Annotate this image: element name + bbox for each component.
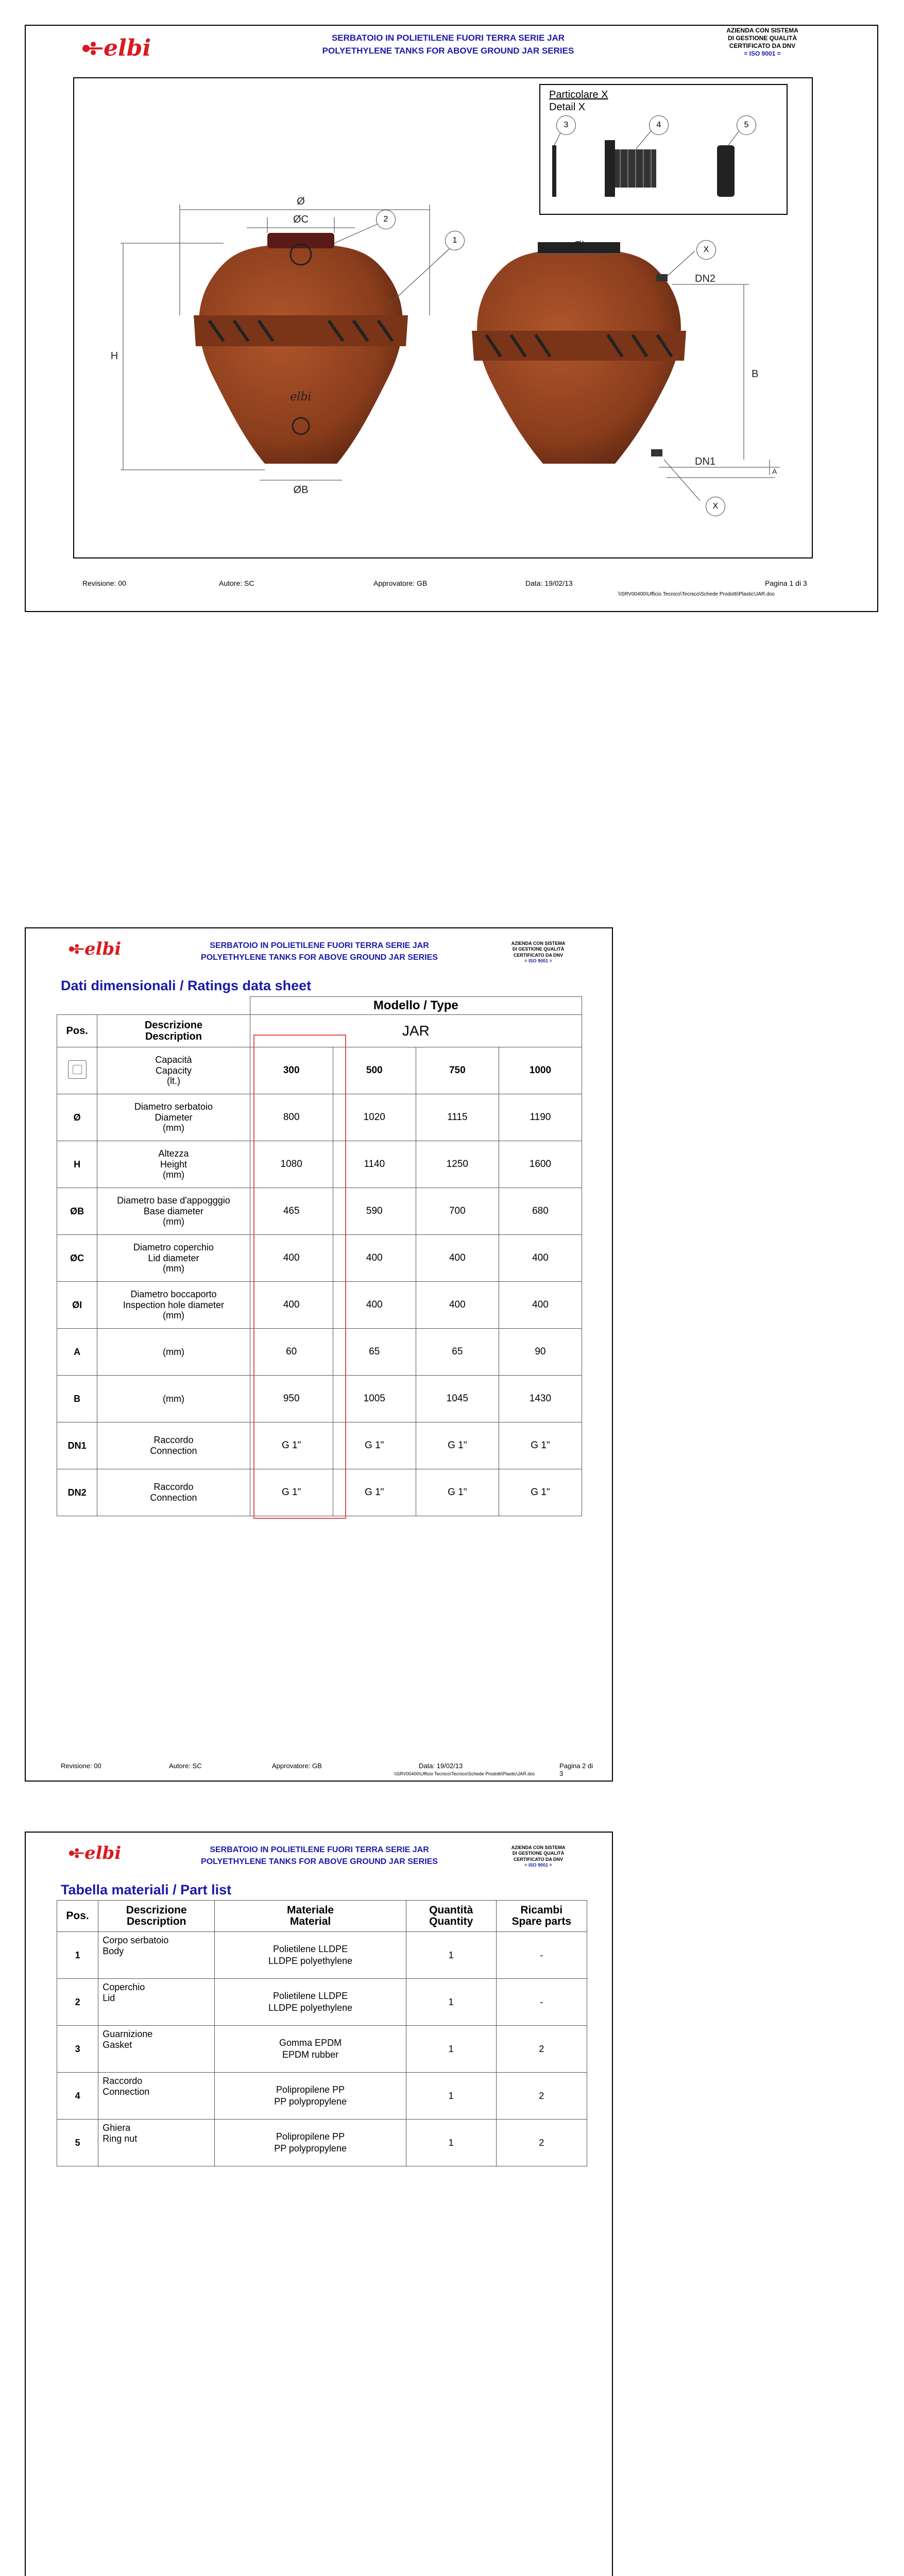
description-line: Guarnizione: [103, 2029, 153, 2039]
description-header-it: Descrizione: [144, 1020, 203, 1031]
value-cell: G 1": [499, 1422, 582, 1469]
header-title-it: SERBATOIO IN POLIETILENE FUORI TERRA SERIE JAR: [210, 941, 429, 950]
description-line: (mm): [162, 1216, 184, 1227]
material-line: LLDPE polyethylene: [268, 1956, 353, 1966]
highlight-column-300: [253, 1035, 346, 1519]
cert-line: CERTIFICATO DA DNV: [513, 952, 564, 958]
spare-parts-cell: 2: [496, 2120, 587, 2166]
cert-line: AZIENDA CON SISTEMA: [511, 941, 566, 946]
material-line: PP polypropylene: [274, 2096, 347, 2107]
dim-b-label: ØB: [293, 484, 309, 496]
value-cell: 750: [416, 1047, 499, 1094]
header-title-en: POLYETHYLENE TANKS FOR ABOVE GROUND JAR SERIES: [201, 953, 438, 962]
desc-header: [98, 1901, 215, 1932]
table-row: [57, 2026, 587, 2073]
footer-path: \\SRV00400\Ufficio Tecnico\Tecnico\Schede Prodotti\Plastic\JAR.doc: [618, 591, 775, 597]
description-line: Base diameter: [143, 1206, 203, 1216]
pos-cell: 3: [57, 2026, 98, 2073]
quantity-cell: 1: [406, 2026, 496, 2073]
header-title: [180, 940, 458, 963]
description-cell: [97, 1329, 250, 1376]
callout-1: 1: [445, 231, 465, 250]
pos-cell: DN2: [57, 1469, 97, 1516]
value-cell: 400: [333, 1282, 416, 1329]
table-header-row: [57, 1901, 587, 1932]
description-line: Ghiera: [103, 2123, 131, 2133]
material-header-line: Material: [289, 1916, 331, 1927]
pos-cell: A: [57, 1329, 97, 1376]
value-cell: 400: [416, 1235, 499, 1282]
value-cell: G 1": [416, 1469, 499, 1516]
spare-header-line: Spare parts: [511, 1916, 572, 1927]
description-line: Connection: [150, 1493, 197, 1503]
description-line: Raccordo: [153, 1435, 194, 1446]
description-cell: [98, 2026, 215, 2073]
value-cell: 1190: [499, 1094, 582, 1141]
pos-cell: Ø: [57, 1094, 97, 1141]
capacity-icon: [68, 1060, 87, 1079]
description-line: Inspection hole diameter: [123, 1299, 225, 1310]
description-line: (mm): [162, 1170, 184, 1180]
material-header-line: Materiale: [287, 1904, 334, 1916]
description-line: (mm): [162, 1346, 184, 1357]
dim-a-label: A: [772, 467, 777, 476]
detail-x-title: [549, 89, 608, 113]
material-line: Gomma EPDM: [279, 2037, 342, 2048]
logo-text: elbi: [84, 1843, 122, 1863]
cert-line: DI GESTIONE QUALITÀ: [727, 35, 797, 42]
footer-revision: Revisione: 00: [82, 579, 126, 587]
cert-line: CERTIFICATO DA DNV: [729, 42, 796, 49]
pos-cell: H: [57, 1141, 97, 1188]
footer-date: Data: 19/02/13: [419, 1762, 463, 1770]
logo-icon: [67, 942, 84, 956]
value-cell: 400: [499, 1235, 582, 1282]
description-line: Corpo serbatoio: [103, 1935, 169, 1945]
material-line: Polietilene LLDPE: [273, 1990, 348, 2001]
quantity-cell: 1: [406, 1979, 496, 2026]
value-cell: 400: [250, 1282, 333, 1329]
description-line: Raccordo: [153, 1482, 194, 1493]
description-line: Diametro coperchio: [133, 1242, 214, 1252]
description-line: (lt.): [166, 1076, 180, 1087]
description-line: Connection: [150, 1446, 197, 1456]
description-cell: [97, 1141, 250, 1188]
material-cell: [215, 2120, 406, 2166]
jar-side-view: [472, 242, 686, 464]
table-header-row: [57, 997, 582, 1015]
header-title-it: SERBATOIO IN POLIETILENE FUORI TERRA SERIE JAR: [331, 33, 565, 43]
value-cell: 1020: [333, 1094, 416, 1141]
detail-label-en: Detail X: [549, 101, 586, 113]
value-cell: G 1": [250, 1469, 333, 1516]
footer-author: Autore: SC: [219, 579, 254, 587]
pos-cell: [57, 1047, 97, 1094]
description-line: Height: [160, 1159, 187, 1170]
description-cell: [97, 1094, 250, 1141]
spare-header-line: Ricambi: [520, 1904, 563, 1916]
value-cell: 1045: [416, 1376, 499, 1422]
material-cell: [215, 1932, 406, 1979]
description-line: Diametro boccaporto: [130, 1289, 217, 1299]
spare-parts-cell: 2: [496, 2026, 587, 2073]
cert-iso: = ISO 9001 =: [744, 50, 781, 57]
page-1: [25, 25, 878, 612]
value-cell: 400: [416, 1282, 499, 1329]
description-line: (mm): [162, 1123, 184, 1133]
description-line: Gasket: [103, 2039, 132, 2050]
brand-logo: [67, 939, 121, 959]
logo-text: elbi: [84, 939, 122, 959]
description-line: Diameter: [155, 1112, 193, 1123]
svg-text:elbi: elbi: [290, 391, 312, 403]
callout-x-bottom: X: [706, 497, 725, 516]
description-line: Coperchio: [103, 1982, 145, 1992]
footer-page: Pagina 2 di 3: [559, 1762, 593, 1777]
value-cell: 590: [333, 1188, 416, 1235]
description-line: Altezza: [158, 1148, 189, 1159]
cert-line: DI GESTIONE QUALITÀ: [512, 1851, 565, 1856]
description-line: Diametro base d'appogggio: [117, 1195, 230, 1206]
value-cell: 1250: [416, 1141, 499, 1188]
pos-cell: ØI: [57, 1282, 97, 1329]
description-cell: [97, 1282, 250, 1329]
description-line: Lid: [103, 1992, 115, 2003]
page-3: [25, 1832, 613, 2576]
value-cell: G 1": [416, 1422, 499, 1469]
description-line: (mm): [162, 1310, 184, 1321]
parts-table: [57, 1900, 587, 2166]
empty-cell: [57, 997, 97, 1015]
material-header: [215, 1901, 406, 1932]
table-row: [57, 2120, 587, 2166]
pos-cell: DN1: [57, 1422, 97, 1469]
spare-parts-cell: 2: [496, 2073, 587, 2120]
header-title-en: POLYETHYLENE TANKS FOR ABOVE GROUND JAR SERIES: [322, 45, 574, 56]
quantity-cell: 1: [406, 2120, 496, 2166]
pos-cell: B: [57, 1376, 97, 1422]
value-cell: 1115: [416, 1094, 499, 1141]
callout-4: 4: [649, 115, 669, 135]
material-line: PP polypropylene: [274, 2143, 347, 2154]
value-cell: 1140: [333, 1141, 416, 1188]
empty-cell: [97, 997, 250, 1015]
pos-cell: 5: [57, 2120, 98, 2166]
description-line: Raccordo: [103, 2076, 143, 2086]
dim-diameter-label: Ø: [297, 196, 305, 207]
material-line: Polipropilene PP: [276, 2084, 345, 2095]
description-cell: [98, 1932, 215, 1979]
dim-b-height-label: B: [752, 368, 759, 380]
dim-i-label: ØI: [573, 240, 585, 251]
footer-revision: Revisione: 00: [61, 1762, 101, 1770]
description-line: Capacity: [155, 1065, 192, 1076]
pos-cell: ØB: [57, 1188, 97, 1235]
description-cell: [97, 1469, 250, 1516]
value-cell: 1430: [499, 1376, 582, 1422]
cert-line: CERTIFICATO DA DNV: [513, 1856, 564, 1862]
description-line: (mm): [162, 1393, 184, 1404]
value-cell: 1005: [333, 1376, 416, 1422]
footer-author: Autore: SC: [169, 1762, 202, 1770]
callout-3: 3: [556, 115, 576, 135]
value-cell: 800: [250, 1094, 333, 1141]
brand-logo: [80, 35, 151, 61]
certification-block: [711, 27, 814, 58]
pos-header: Pos.: [57, 1015, 97, 1047]
table-row: [57, 1979, 587, 2026]
description-cell: [97, 1422, 250, 1469]
dn2-label: DN2: [695, 273, 716, 284]
drawing-frame: [73, 77, 813, 558]
certification-block: [500, 1845, 577, 1868]
description-line: Connection: [103, 2086, 150, 2097]
description-line: Ring nut: [103, 2133, 138, 2144]
description-line: Capacità: [155, 1054, 192, 1065]
qty-header: [406, 1901, 496, 1932]
footer-page: Pagina 1 di 3: [765, 579, 807, 587]
description-line: Diametro serbatoio: [134, 1101, 213, 1112]
value-cell: 1080: [250, 1141, 333, 1188]
cert-line: DI GESTIONE QUALITÀ: [512, 946, 565, 952]
value-cell: 60: [250, 1329, 333, 1376]
jar-front-view: [194, 233, 408, 464]
series-header: JAR: [250, 1015, 582, 1047]
description-cell: [97, 1188, 250, 1235]
quantity-cell: 1: [406, 2073, 496, 2120]
value-cell: 465: [250, 1188, 333, 1235]
table-row: [57, 2073, 587, 2120]
pos-header: Pos.: [57, 1901, 98, 1932]
material-line: Polietilene LLDPE: [273, 1943, 348, 1954]
description-cell: [98, 2120, 215, 2166]
technical-drawing: [74, 78, 812, 557]
value-cell: 1000: [499, 1047, 582, 1094]
value-cell: G 1": [333, 1469, 416, 1516]
material-cell: [215, 2073, 406, 2120]
header-title: [180, 1844, 458, 1868]
parts-section-title: Tabella materiali / Part list: [61, 1882, 232, 1897]
cert-line: AZIENDA CON SISTEMA: [726, 27, 798, 34]
spare-parts-cell: -: [496, 1932, 587, 1979]
value-cell: 1600: [499, 1141, 582, 1188]
description-header-en: Description: [145, 1031, 202, 1042]
description-cell: [98, 1979, 215, 2026]
certification-block: [500, 941, 577, 964]
qty-header-line: Quantity: [429, 1916, 473, 1927]
footer-date: Data: 19/02/13: [525, 579, 573, 587]
capacity-icon-inner: [73, 1065, 82, 1074]
desc-header-line: Descrizione: [126, 1904, 187, 1916]
logo-icon: [80, 39, 104, 58]
dim-c-label: ØC: [293, 214, 309, 225]
header-title-it: SERBATOIO IN POLIETILENE FUORI TERRA SERIE JAR: [210, 1845, 429, 1854]
value-cell: 400: [333, 1235, 416, 1282]
spare-parts-cell: -: [496, 1979, 587, 2026]
description-line: (mm): [162, 1263, 184, 1274]
description-cell: [97, 1235, 250, 1282]
callout-x-top: X: [696, 240, 716, 260]
ratings-section-title: Dati dimensionali / Ratings data sheet: [61, 978, 312, 993]
description-header: [97, 1015, 250, 1047]
value-cell: 400: [499, 1282, 582, 1329]
logo-text: elbi: [104, 35, 151, 61]
value-cell: 300: [250, 1047, 333, 1094]
pos-cell: 1: [57, 1932, 98, 1979]
callout-2: 2: [376, 210, 396, 229]
material-line: EPDM rubber: [282, 2049, 339, 2060]
value-cell: 680: [499, 1188, 582, 1235]
callout-5: 5: [737, 115, 756, 135]
qty-header-line: Quantità: [429, 1904, 473, 1916]
dn1-label: DN1: [695, 456, 716, 467]
header-title: [294, 32, 603, 57]
description-cell: [97, 1047, 250, 1094]
value-cell: 65: [333, 1329, 416, 1376]
value-cell: 700: [416, 1188, 499, 1235]
brand-logo: [67, 1843, 121, 1863]
model-header: Modello / Type: [250, 997, 582, 1015]
material-cell: [215, 2026, 406, 2073]
value-cell: 950: [250, 1376, 333, 1422]
footer-path: \\SRV00400\Ufficio Tecnico\Tecnico\Schede Prodotti\Plastic\JAR.doc: [394, 1771, 535, 1776]
page-2: [25, 927, 613, 1782]
material-line: LLDPE polyethylene: [268, 2003, 353, 2013]
cert-line: AZIENDA CON SISTEMA: [511, 1845, 566, 1850]
header-title-en: POLYETHYLENE TANKS FOR ABOVE GROUND JAR SERIES: [201, 1857, 438, 1867]
desc-header-line: Description: [126, 1916, 186, 1927]
footer-approver: Approvatore: GB: [373, 579, 428, 587]
spare-header: [496, 1901, 587, 1932]
value-cell: 90: [499, 1329, 582, 1376]
value-cell: G 1": [499, 1469, 582, 1516]
description-cell: [97, 1376, 250, 1422]
dim-h-label: H: [110, 350, 118, 362]
material-cell: [215, 1979, 406, 2026]
value-cell: 65: [416, 1329, 499, 1376]
value-cell: 400: [250, 1235, 333, 1282]
description-line: Body: [103, 1945, 124, 1956]
pos-cell: 2: [57, 1979, 98, 2026]
description-line: Lid diameter: [148, 1252, 199, 1263]
value-cell: 500: [333, 1047, 416, 1094]
quantity-cell: 1: [406, 1932, 496, 1979]
cert-iso: = ISO 9001 =: [524, 958, 552, 963]
footer-approver: Approvatore: GB: [272, 1762, 322, 1770]
cert-iso: = ISO 9001 =: [524, 1862, 552, 1868]
pos-cell: ØC: [57, 1235, 97, 1282]
detail-label-it: Particolare X: [549, 89, 608, 100]
description-cell: [98, 2073, 215, 2120]
value-cell: G 1": [333, 1422, 416, 1469]
logo-icon: [67, 1846, 84, 1860]
table-row: [57, 1932, 587, 1979]
value-cell: G 1": [250, 1422, 333, 1469]
pos-cell: 4: [57, 2073, 98, 2120]
material-line: Polipropilene PP: [276, 2131, 345, 2142]
